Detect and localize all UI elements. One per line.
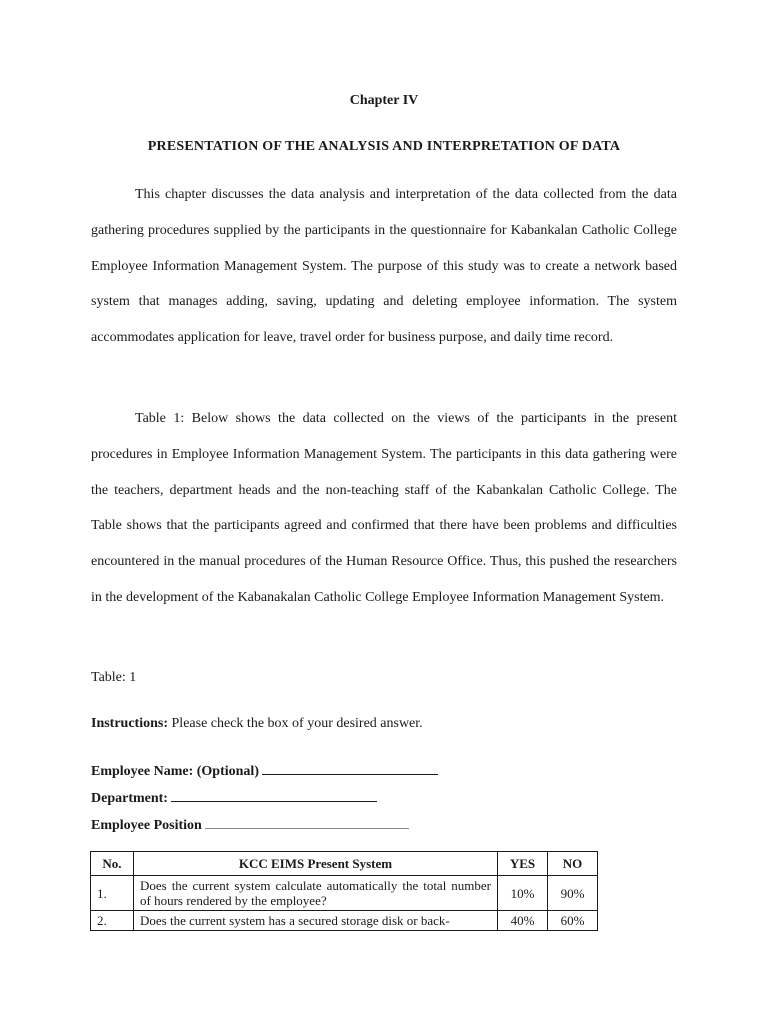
table-row <box>91 876 598 911</box>
instructions-line <box>91 716 423 732</box>
employee-position-blank <box>205 816 409 829</box>
employee-name-blank <box>262 762 438 775</box>
survey-table <box>90 851 598 931</box>
section-heading: PRESENTATION OF THE ANALYSIS AND INTERPRETATION OF DATA <box>147 139 621 154</box>
row-yes-value: 10% <box>498 876 548 911</box>
table-description-paragraph: Table 1: Below shows the data collected on the views of the participants in the present procedures in Employee Information Management System. The participants in this data gathering were the teachers, department heads and the non-teaching staff of the Kabankalan Catholic College. The Table shows that the participants agreed and confirmed that there have been problems and difficulties encountered in the manual procedures of the Human Resource Office. Thus, this pushed the researchers in the development of the Kabanakalan Catholic College Employee Information Management System. <box>91 411 677 605</box>
header-no: No. <box>91 852 134 876</box>
row-number: 2. <box>91 911 134 931</box>
department-label: Department: <box>91 791 168 806</box>
instructions-label: Instructions: <box>91 716 169 731</box>
department-line <box>91 789 377 807</box>
row-question: Does the current system calculate automatically the total number of hours rendered by the employee? <box>134 876 498 911</box>
table-header-row <box>91 852 598 876</box>
employee-position-label: Employee Position <box>91 818 202 833</box>
intro-paragraph: This chapter discusses the data analysis and interpretation of the data collected from the data gathering procedures supplied by the participants in the questionnaire for Kabankalan Catholic College Employee Information Management System. The purpose of this study was to create a network based system that manages adding, saving, updating and deleting employee information. The system accommodates application for leave, travel order for business purpose, and daily time record. <box>91 187 677 346</box>
employee-name-line <box>91 762 438 780</box>
chapter-title: Chapter IV <box>349 93 419 108</box>
table-label: Table: 1 <box>91 670 137 685</box>
row-no-value: 90% <box>548 876 598 911</box>
header-system: KCC EIMS Present System <box>134 852 498 876</box>
row-no-value: 60% <box>548 911 598 931</box>
header-no-answer: NO <box>548 852 598 876</box>
instructions-text: Please check the box of your desired answer. <box>168 716 423 731</box>
employee-position-line <box>91 816 409 834</box>
header-yes: YES <box>498 852 548 876</box>
row-yes-value: 40% <box>498 911 548 931</box>
row-question: Does the current system has a secured storage disk or back- <box>134 911 498 931</box>
employee-name-label: Employee Name: (Optional) <box>91 764 259 779</box>
row-number: 1. <box>91 876 134 911</box>
table-row <box>91 911 598 931</box>
department-blank <box>171 789 377 802</box>
